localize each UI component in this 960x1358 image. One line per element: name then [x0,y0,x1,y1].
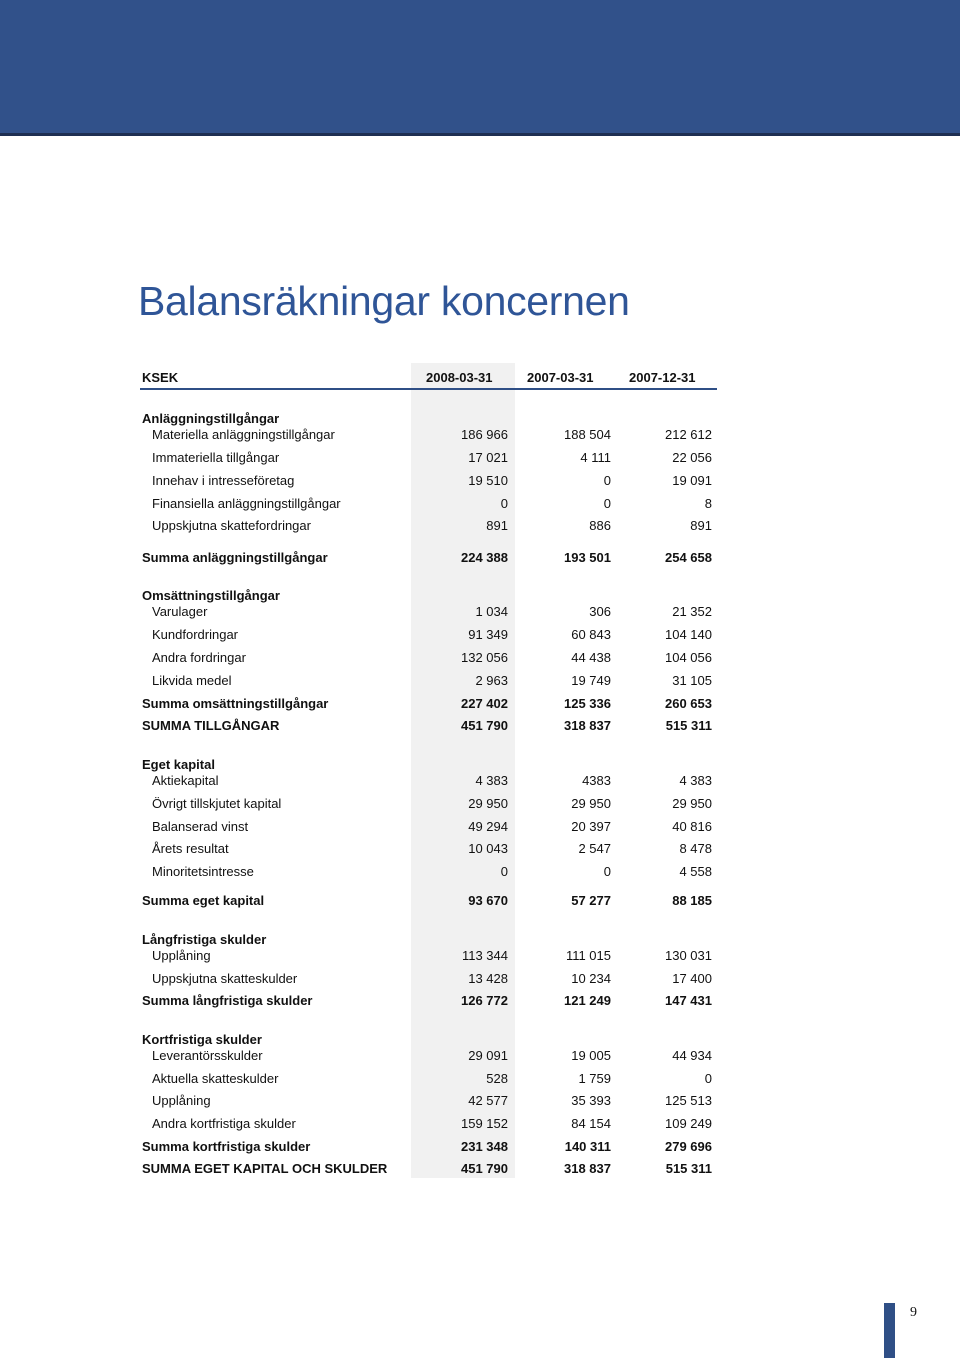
row-value-v1: 0 [500,864,508,879]
row-value-v3: 88 185 [672,893,712,908]
row-value-v1: 29 091 [468,1048,508,1063]
table-row [0,516,960,536]
row-value-v2: 84 154 [571,1116,611,1131]
total-row [0,891,960,911]
row-value-v2: 4383 [582,773,611,788]
row-value-v2: 1 759 [578,1071,611,1086]
table-row [0,862,960,882]
page-number: 9 [910,1305,917,1320]
row-value-v2: 10 234 [571,971,611,986]
row-label: Uppskjutna skatteskulder [152,971,298,986]
row-label: Uppskjutna skattefordringar [152,518,311,533]
row-value-v2: 20 397 [571,819,611,834]
row-value-v1: 113 344 [461,948,508,963]
row-value-v1: 159 152 [461,1116,508,1131]
row-value-v1: 19 510 [468,473,508,488]
row-value-v1: 42 577 [468,1093,508,1108]
row-label: Årets resultat [152,841,229,856]
row-value-v1: 132 056 [461,650,508,665]
row-label: Eget kapital [142,757,215,772]
table-row [0,1069,960,1089]
row-value-v1: 91 349 [468,627,508,642]
row-label: Långfristiga skulder [142,932,267,947]
row-value-v1: 528 [486,1071,508,1086]
row-value-v2: 4 111 [580,450,611,465]
row-value-v3: 0 [704,1071,712,1086]
row-value-v2: 60 843 [571,627,611,642]
row-value-v2: 140 311 [564,1139,611,1154]
row-label: Anläggningstillgångar [142,411,280,426]
row-label: Minoritetsintresse [152,864,254,879]
row-value-v3: 17 400 [672,971,712,986]
row-value-v3: 4 558 [679,864,712,879]
row-value-v2: 29 950 [571,796,611,811]
header-rule [140,388,717,390]
table-row [0,839,960,859]
row-value-v2: 2 547 [578,841,611,856]
row-value-v1: 10 043 [468,841,508,856]
row-value-v2: 193 501 [564,550,611,565]
row-label: Summa anläggningstillgångar [142,550,328,565]
row-value-v1: 186 966 [461,427,508,442]
row-value-v2: 125 336 [564,696,611,711]
row-label: Innehav i intresseföretag [152,473,295,488]
table-row [0,494,960,514]
row-value-v3: 44 934 [672,1048,712,1063]
header-col-2008-03-31: 2008-03-31 [426,370,493,385]
row-value-v1: 231 348 [461,1139,508,1154]
row-value-v2: 121 249 [564,993,611,1008]
table-header [0,368,960,388]
row-label: Summa kortfristiga skulder [142,1139,311,1154]
table-row [0,425,960,445]
row-value-v1: 0 [500,496,508,511]
row-label: Summa långfristiga skulder [142,993,313,1008]
row-value-v3: 109 249 [665,1116,712,1131]
table-row [0,602,960,622]
table-row [0,794,960,814]
row-value-v3: 515 311 [665,1161,712,1176]
row-value-v3: 22 056 [672,450,712,465]
row-value-v2: 57 277 [571,893,611,908]
row-value-v2: 306 [589,604,611,619]
row-value-v3: 125 513 [665,1093,712,1108]
row-label: Omsättningstillgångar [142,588,280,603]
table-row [0,771,960,791]
row-value-v1: 891 [486,518,508,533]
row-value-v2: 318 837 [564,718,611,733]
row-value-v1: 29 950 [468,796,508,811]
row-label: Aktuella skatteskulder [152,1071,279,1086]
row-label: Finansiella anläggningstillgångar [152,496,341,511]
total-row [0,1159,960,1179]
row-value-v3: 147 431 [665,993,712,1008]
row-value-v1: 224 388 [461,550,508,565]
row-value-v2: 0 [603,496,611,511]
row-value-v1: 4 383 [475,773,508,788]
row-value-v2: 19 005 [571,1048,611,1063]
row-value-v1: 17 021 [468,450,508,465]
table-row [0,671,960,691]
row-value-v2: 0 [603,864,611,879]
row-value-v1: 2 963 [475,673,508,688]
header-band [0,0,960,133]
row-value-v3: 104 056 [665,650,712,665]
row-value-v1: 1 034 [475,604,508,619]
row-value-v1: 13 428 [468,971,508,986]
row-label: Kortfristiga skulder [142,1032,262,1047]
row-label: Kundfordringar [152,627,238,642]
row-value-v3: 515 311 [665,718,712,733]
row-value-v2: 318 837 [564,1161,611,1176]
total-row [0,1137,960,1157]
row-value-v1: 126 772 [461,993,508,1008]
row-value-v3: 130 031 [665,948,712,963]
row-value-v3: 8 [704,496,712,511]
row-value-v3: 29 950 [672,796,712,811]
row-value-v2: 19 749 [571,673,611,688]
row-label: Upplåning [152,1093,211,1108]
table-row [0,946,960,966]
total-row [0,716,960,736]
row-label: Materiella anläggningstillgångar [152,427,335,442]
table-row [0,471,960,491]
header-col-2007-03-31: 2007-03-31 [527,370,594,385]
table-row [0,648,960,668]
row-value-v1: 49 294 [468,819,508,834]
row-label: Varulager [152,604,208,619]
row-value-v3: 4 383 [679,773,712,788]
row-value-v3: 279 696 [665,1139,712,1154]
row-label: Likvida medel [152,673,232,688]
row-label: Andra kortfristiga skulder [152,1116,296,1131]
header-label: KSEK [142,370,179,385]
row-value-v2: 111 015 [565,948,611,963]
row-label: Aktiekapital [152,773,219,788]
row-value-v2: 188 504 [564,427,611,442]
row-value-v2: 35 393 [571,1093,611,1108]
header-col-2007-12-31: 2007-12-31 [629,370,696,385]
row-label: Övrigt tillskjutet kapital [152,796,282,811]
row-value-v3: 260 653 [665,696,712,711]
header-band-rule [0,133,960,136]
row-value-v3: 212 612 [665,427,712,442]
table-row [0,1091,960,1111]
row-value-v3: 31 105 [672,673,712,688]
table-row [0,817,960,837]
row-label: SUMMA TILLGÅNGAR [142,718,280,733]
total-row [0,991,960,1011]
row-value-v1: 451 790 [461,1161,508,1176]
row-value-v3: 891 [690,518,712,533]
row-label: Leverantörsskulder [152,1048,263,1063]
row-value-v3: 19 091 [672,473,712,488]
row-value-v3: 40 816 [672,819,712,834]
row-value-v2: 0 [603,473,611,488]
table-row [0,625,960,645]
row-value-v3: 254 658 [665,550,712,565]
row-value-v2: 44 438 [571,650,611,665]
total-row [0,548,960,568]
footer-bar [884,1303,895,1358]
row-label: SUMMA EGET KAPITAL OCH SKULDER [142,1161,388,1176]
table-row [0,969,960,989]
row-label: Andra fordringar [152,650,246,665]
total-row [0,694,960,714]
table-row [0,448,960,468]
row-label: Summa eget kapital [142,893,265,908]
row-label: Summa omsättningstillgångar [142,696,329,711]
row-value-v1: 451 790 [461,718,508,733]
row-label: Immateriella tillgångar [152,450,280,465]
table-row [0,1046,960,1066]
row-value-v3: 104 140 [665,627,712,642]
row-value-v3: 8 478 [679,841,712,856]
row-value-v1: 93 670 [468,893,508,908]
table-row [0,1114,960,1134]
row-value-v2: 886 [589,518,611,533]
row-label: Balanserad vinst [152,819,249,834]
page-title: Balansräkningar koncernen [138,278,630,324]
row-label: Upplåning [152,948,211,963]
row-value-v1: 227 402 [461,696,508,711]
row-value-v3: 21 352 [672,604,712,619]
